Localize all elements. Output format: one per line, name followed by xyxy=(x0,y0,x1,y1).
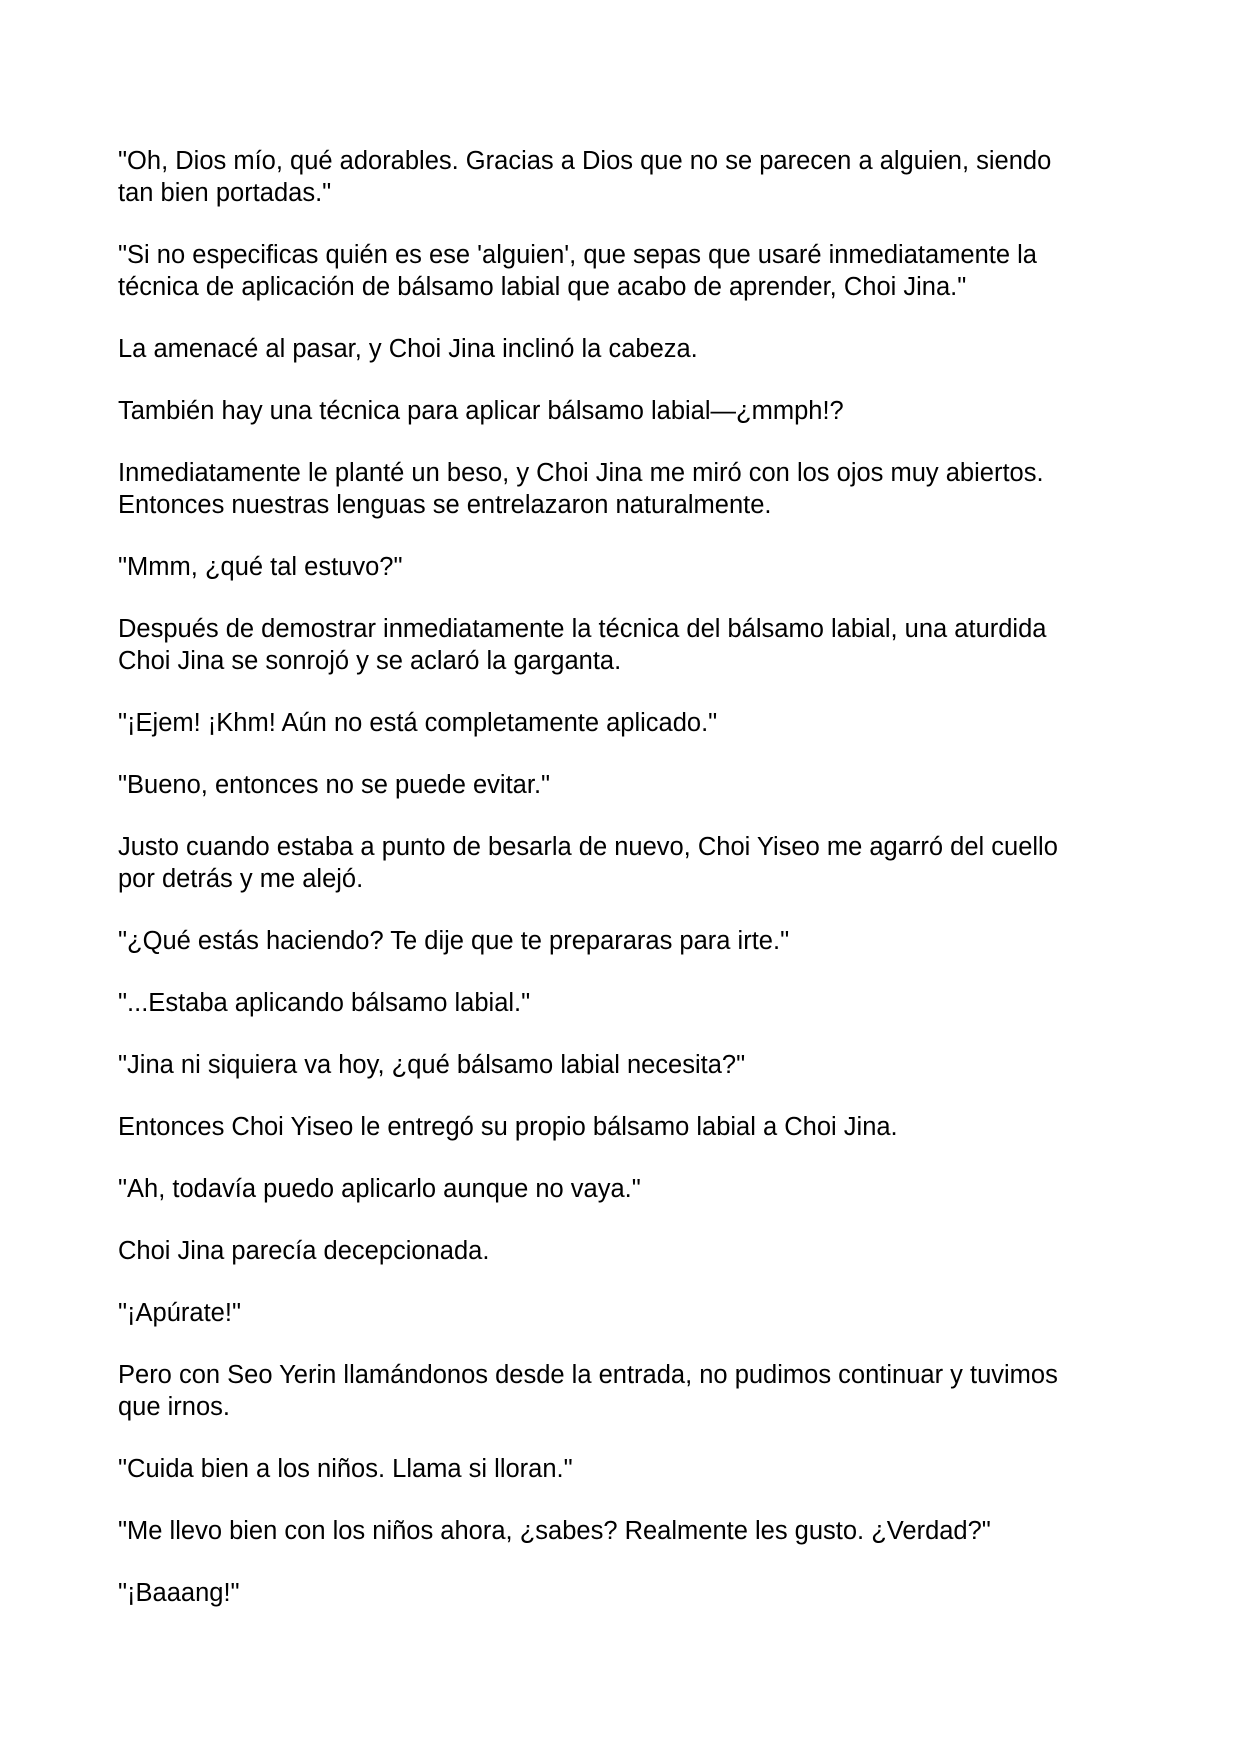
paragraph: Justo cuando estaba a punto de besarla de nuevo, Choi Yiseo me agarró del cuello por detrás y me alejó. xyxy=(118,833,1058,893)
paragraph: "...Estaba aplicando bálsamo labial." xyxy=(118,989,531,1017)
paragraph: Entonces Choi Yiseo le entregó su propio bálsamo labial a Choi Jina. xyxy=(118,1113,898,1141)
paragraph: Choi Jina parecía decepcionada. xyxy=(118,1237,490,1265)
paragraph: La amenacé al pasar, y Choi Jina inclinó la cabeza. xyxy=(118,335,698,363)
body-text xyxy=(118,145,1128,1639)
paragraph: "¡Baaang!" xyxy=(118,1579,240,1607)
paragraph: "Cuida bien a los niños. Llama si lloran." xyxy=(118,1455,573,1483)
paragraph: Pero con Seo Yerin llamándonos desde la entrada, no pudimos continuar y tuvimos que irnos. xyxy=(118,1361,1058,1421)
paragraph: Después de demostrar inmediatamente la técnica del bálsamo labial, una aturdida Choi Jina se sonrojó y se aclaró la garganta. xyxy=(118,615,1047,675)
paragraph: "Bueno, entonces no se puede evitar." xyxy=(118,771,551,799)
paragraph: "Oh, Dios mío, qué adorables. Gracias a Dios que no se parecen a alguien, siendo tan bien portadas." xyxy=(118,147,1052,207)
paragraph: "¿Qué estás haciendo? Te dije que te prepararas para irte." xyxy=(118,927,790,955)
paragraph: "Si no especificas quién es ese 'alguien', que sepas que usaré inmediatamente la técnica de aplicación de bálsamo labial que acabo de aprender, Choi Jina." xyxy=(118,241,1037,301)
paragraph: "Me llevo bien con los niños ahora, ¿sabes? Realmente les gusto. ¿Verdad?" xyxy=(118,1517,991,1545)
paragraph: También hay una técnica para aplicar bálsamo labial—¿mmph!? xyxy=(118,397,844,425)
paragraph: "Ah, todavía puedo aplicarlo aunque no vaya." xyxy=(118,1175,641,1203)
paragraph: "Mmm, ¿qué tal estuvo?" xyxy=(118,553,403,581)
paragraph: "¡Ejem! ¡Khm! Aún no está completamente aplicado." xyxy=(118,709,718,737)
paragraph: "¡Apúrate!" xyxy=(118,1299,241,1327)
paragraph: Inmediatamente le planté un beso, y Choi Jina me miró con los ojos muy abiertos. Entonces nuestras lenguas se entrelazaron naturalmente. xyxy=(118,459,1044,519)
paragraph: "Jina ni siquiera va hoy, ¿qué bálsamo labial necesita?" xyxy=(118,1051,746,1079)
